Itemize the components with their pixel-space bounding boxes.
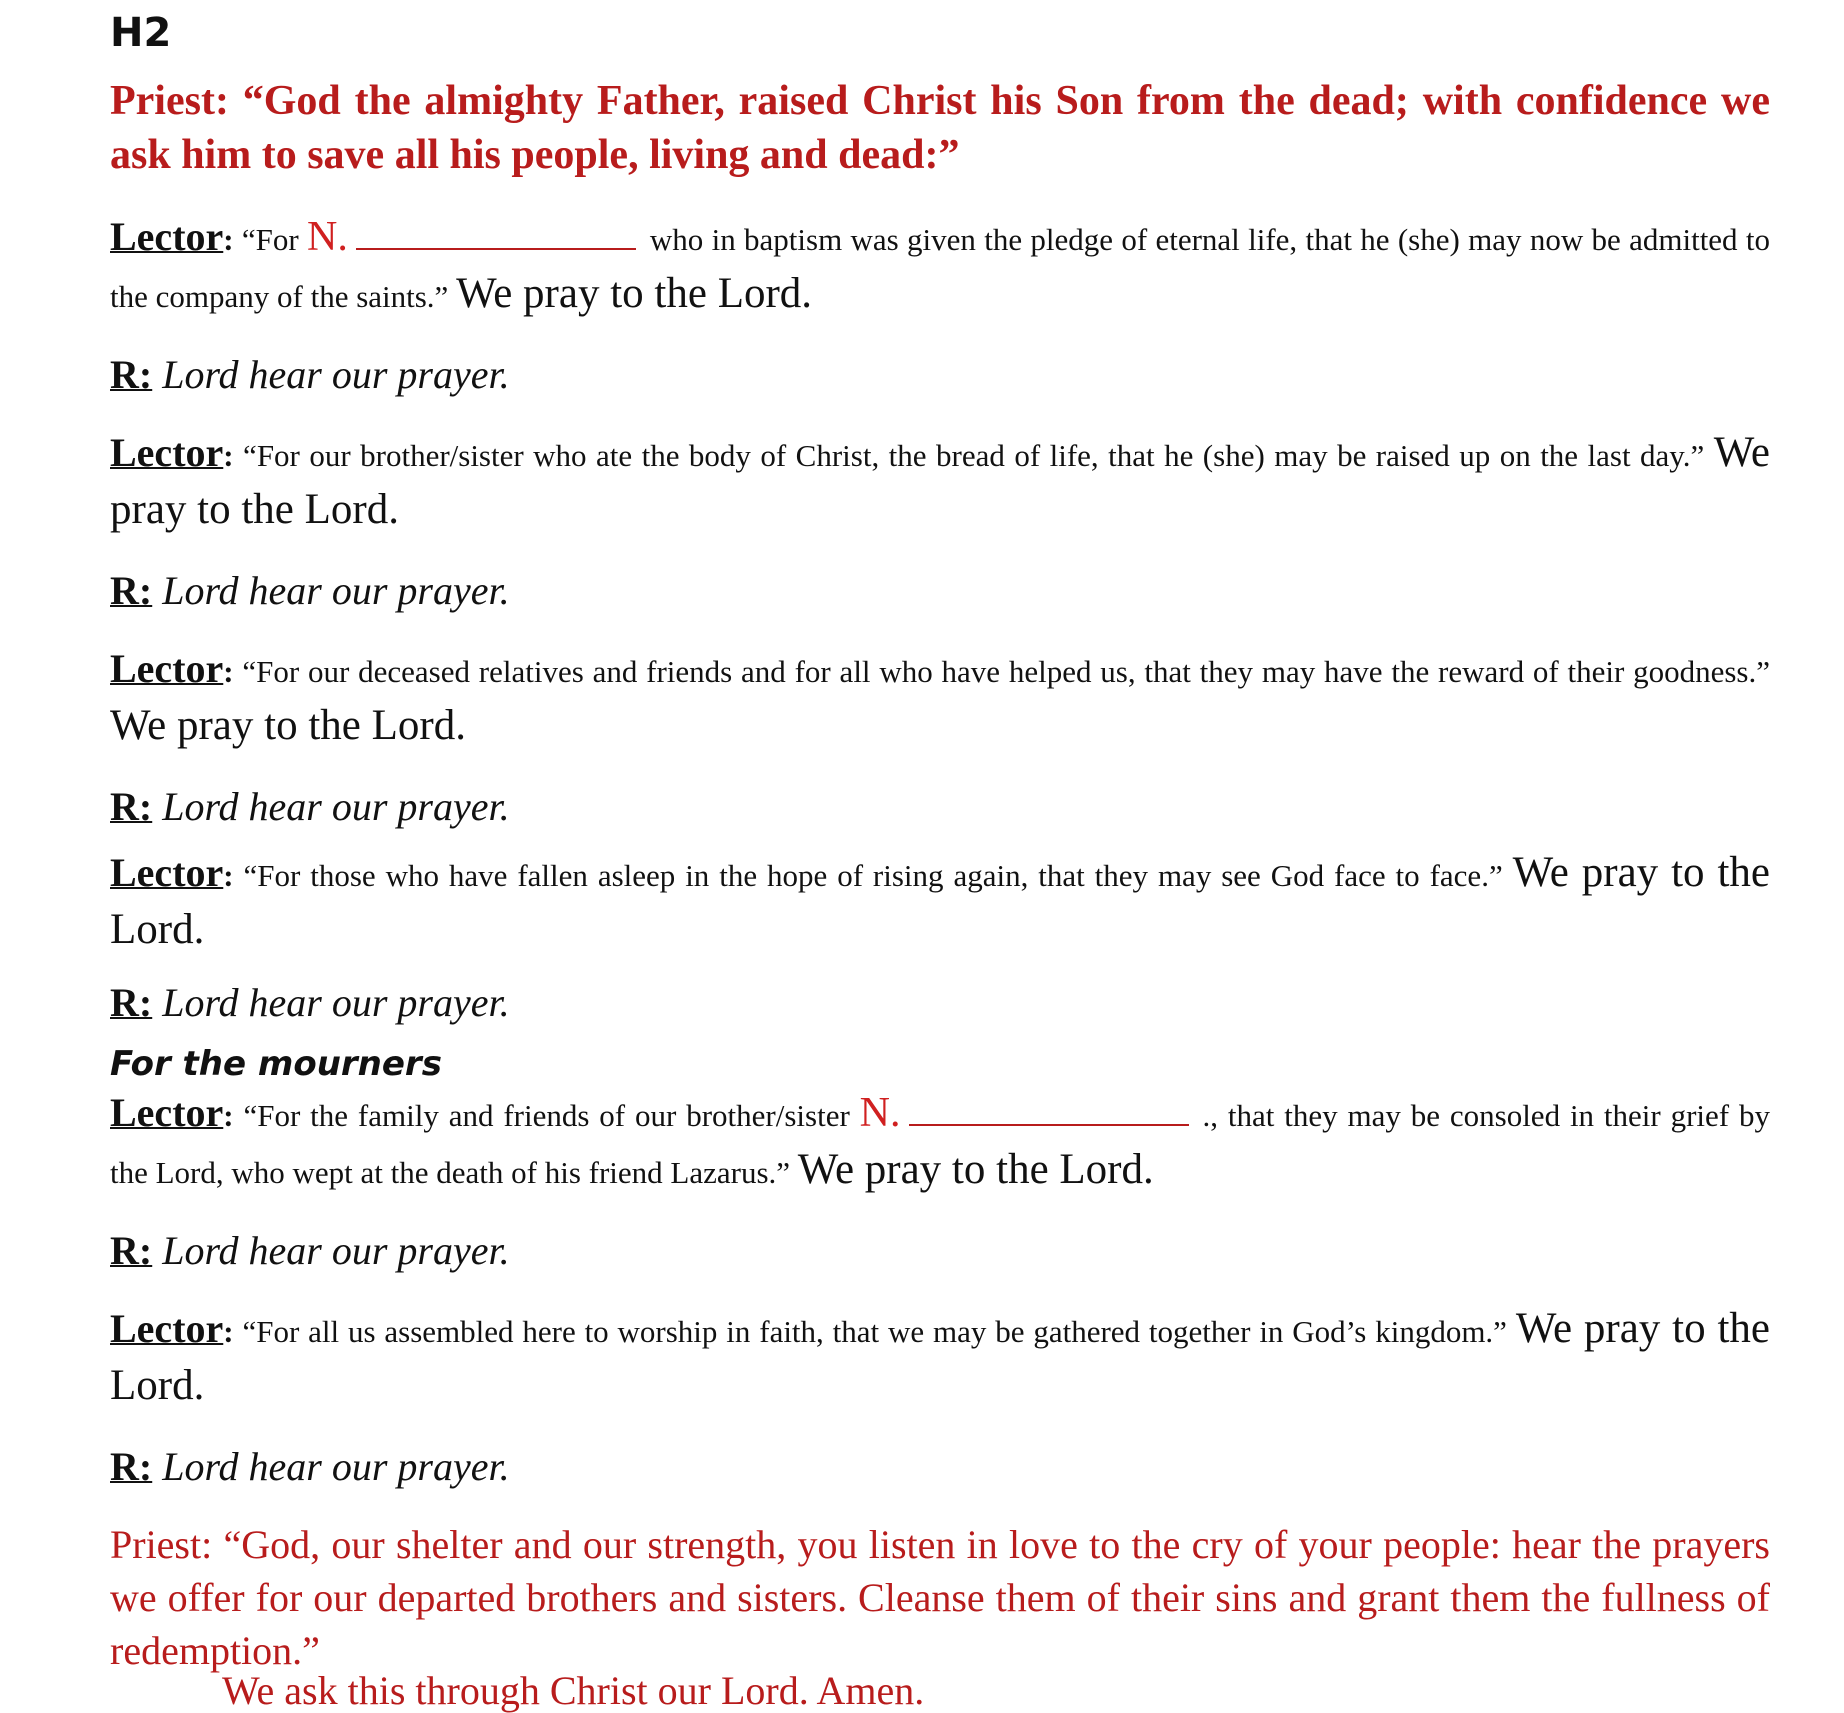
- pray-phrase: We pray to the Lord.: [110, 849, 1770, 953]
- response: [110, 1442, 1770, 1492]
- petition-4: [110, 846, 1770, 960]
- response-text: Lord hear our prayer.: [162, 568, 510, 613]
- response: [110, 782, 1770, 832]
- name-blank-line: [356, 218, 636, 250]
- response-label: R:: [110, 980, 153, 1025]
- lector-label: Lector: [110, 214, 224, 259]
- response: [110, 350, 1770, 400]
- petition-6: [110, 1302, 1770, 1416]
- lector-label: Lector: [110, 646, 224, 691]
- response-text: Lord hear our prayer.: [162, 1228, 510, 1273]
- lector-colon: :: [223, 222, 234, 257]
- closing-amen: We ask this through Christ our Lord. Amen.: [222, 1668, 925, 1713]
- lector-label: Lector: [110, 1090, 224, 1135]
- response-text: Lord hear our prayer.: [162, 1444, 510, 1489]
- petition-text: who in baptism was given the pledge of eternal life, that he (she) may now be admitted to the company of the saints.”: [110, 222, 1770, 314]
- petition-text: “For: [233, 222, 308, 257]
- petition-text: “For our brother/sister who ate the body of Christ, the bread of life, that he (she) may be raised up on the last day.”: [233, 438, 1714, 473]
- closing-prayer: Priest: “God, our shelter and our strength, you listen in love to the cry of your people: hear the prayers we offer for our departed brothers and sisters. Cleanse them of their sins and grant them the fullness of redemption.”: [110, 1522, 1770, 1673]
- mourners-heading: For the mourners: [110, 1044, 442, 1084]
- lector-label: Lector: [110, 430, 224, 475]
- lector-colon: :: [223, 654, 234, 689]
- petition-text: ., that they may be consoled in their grief by the Lord, who wept at the death of his friend Lazarus.”: [110, 1098, 1771, 1190]
- lector-colon: :: [223, 858, 234, 893]
- petition-text: “For all us assembled here to worship in faith, that we may be gathered together in God’s kingdom.”: [233, 1314, 1516, 1349]
- name-placeholder: N.: [307, 214, 348, 260]
- response-label: R:: [110, 1444, 153, 1489]
- lector-colon: :: [223, 1314, 234, 1349]
- response: [110, 1226, 1770, 1276]
- lector-label: Lector: [110, 850, 224, 895]
- petition-text: “For our deceased relatives and friends and for all who have helped us, that they may have the reward of their goodness.”: [233, 654, 1770, 689]
- pray-phrase: We pray to the Lord.: [456, 270, 813, 317]
- priest-introduction: Priest: “God the almighty Father, raised Christ his Son from the dead; with confidence we ask him to save all his people, living and dead:”: [110, 78, 1770, 178]
- response-label: R:: [110, 568, 153, 613]
- lector-label: Lector: [110, 1306, 224, 1351]
- response-text: Lord hear our prayer.: [162, 784, 510, 829]
- pray-phrase: We pray to the Lord.: [110, 429, 1770, 533]
- response-text: Lord hear our prayer.: [162, 980, 510, 1025]
- petition-5: [110, 1086, 1770, 1200]
- response: [110, 978, 1770, 1028]
- response-label: R:: [110, 352, 153, 397]
- name-placeholder: N.: [859, 1090, 901, 1136]
- petition-3: [110, 642, 1770, 756]
- response-text: Lord hear our prayer.: [162, 352, 510, 397]
- lector-colon: :: [223, 1098, 234, 1133]
- name-blank-line: [909, 1094, 1189, 1126]
- section-code: H2: [110, 10, 172, 56]
- response-label: R:: [110, 1228, 153, 1273]
- response: [110, 566, 1770, 616]
- petition-text: “For those who have fallen asleep in the hope of rising again, that they may see God face to face.”: [233, 858, 1513, 893]
- petition-2: [110, 426, 1770, 540]
- pray-phrase: We pray to the Lord.: [110, 702, 466, 749]
- response-label: R:: [110, 784, 153, 829]
- petition-1: [110, 210, 1770, 324]
- pray-phrase: We pray to the Lord.: [110, 1305, 1770, 1409]
- petition-text: “For the family and friends of our brother/sister: [233, 1098, 860, 1133]
- pray-phrase: We pray to the Lord.: [797, 1146, 1154, 1193]
- document-page: [110, 0, 1770, 1711]
- lector-colon: :: [223, 438, 234, 473]
